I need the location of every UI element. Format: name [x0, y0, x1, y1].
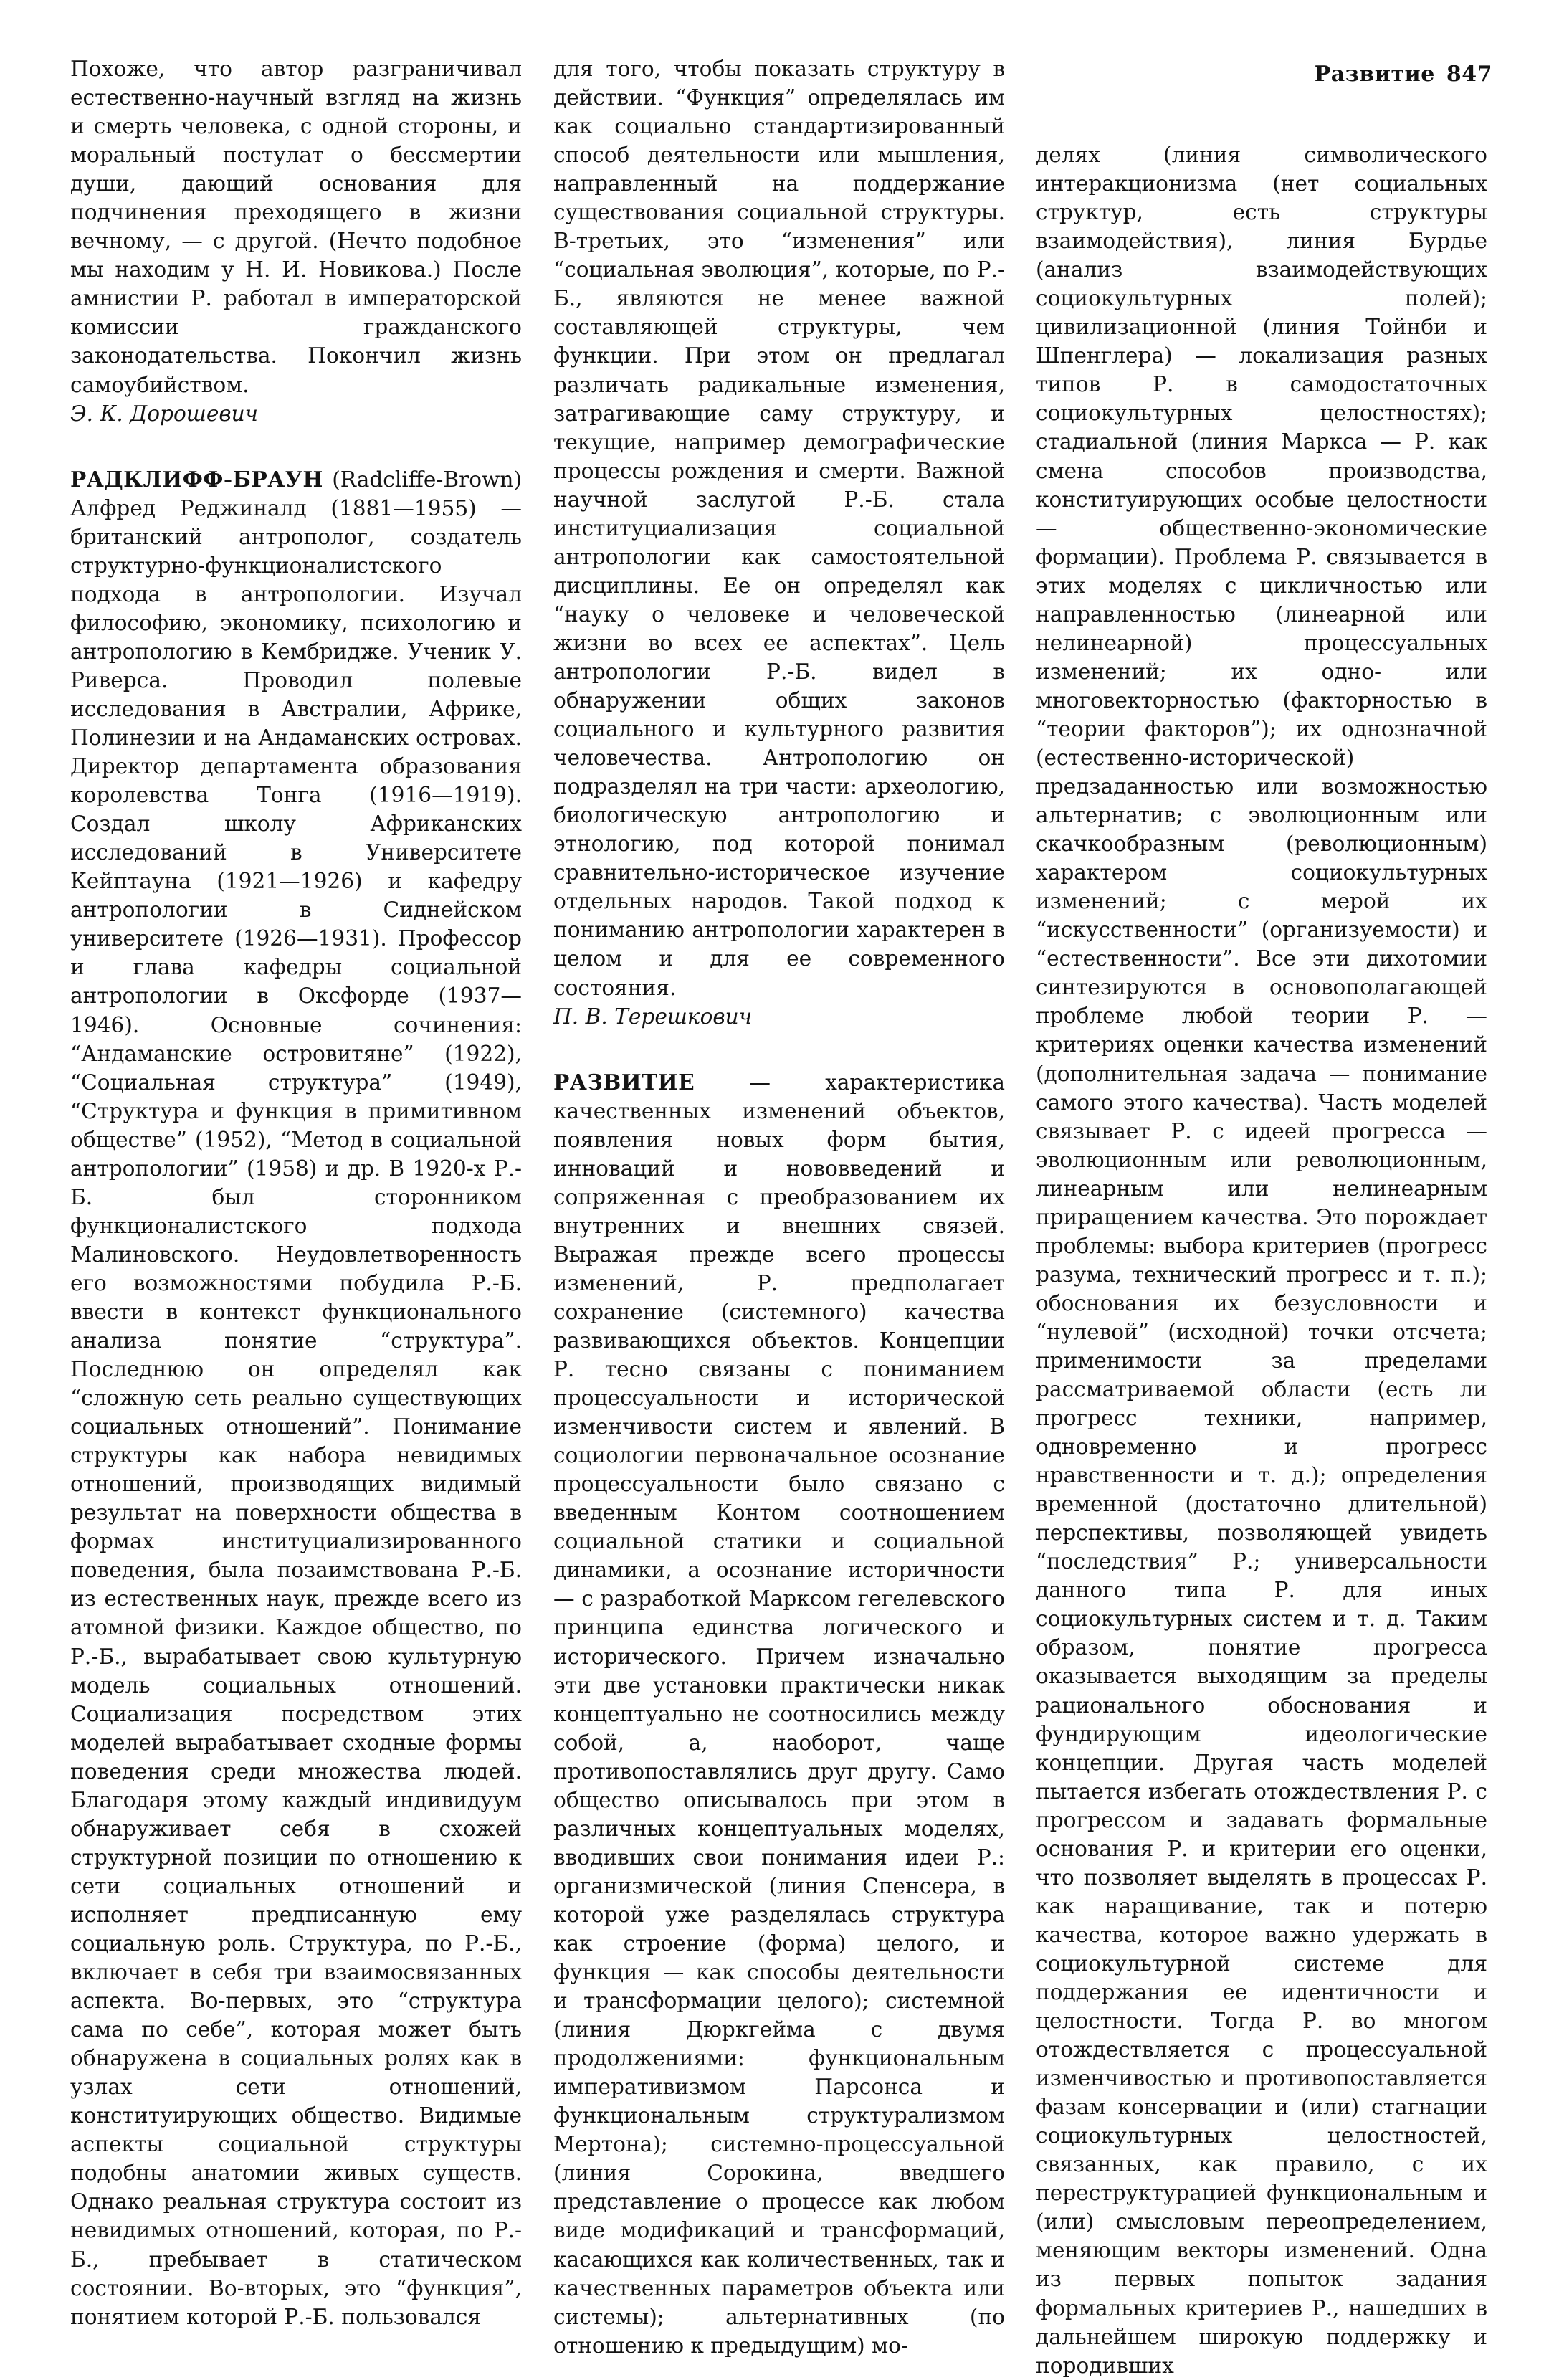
author-signature: Э. К. Дорошевич [70, 401, 259, 426]
entry-headword: РАЗВИТИЕ [553, 1069, 695, 1095]
author-signature: П. В. Терешкович [553, 1004, 753, 1029]
column-1 [70, 54, 522, 2331]
column-3 [1036, 141, 1487, 2380]
radishchev-entry-tail: Похоже, что автор разграничивал естественно-научный взгляд на жизнь и смерть человека, с одной стороны, и моральный постулат о бессмертии души, дающий основания для подчинения преходящего в жизни вечному, — с другой. (Нечто подобное мы находим у Н. И. Новикова.) После амнистии Р. работал в императорской комиссии гражданского законодательства. Покончил жизнь самоубийством. [70, 57, 522, 397]
header-title: Развитие [1314, 62, 1435, 87]
entry-headword: РАДКЛИФФ-БРАУН [70, 466, 323, 492]
razvitie-entry [553, 1068, 1005, 2360]
page-number: 847 [1446, 62, 1492, 87]
entry-body: (Radcliffe-Brown) Алфред Реджиналд (1881—1955) — британский антрополог, создатель структурно-функционалистского подхода в антропологии. Изучал философию, экономику, психологию и антропологию в Кембридже. Ученик У. Риверса. Проводил полевые исследования в Австралии, Африке, Полинезии и на Андаманских островах. Директор департамента образования королевства Тонга (1916—1919). Создал школу Африканских исследований в Университете Кейптауна (1921—1926) и кафедру антропологии в Сиднейском университете (1926—1931). Профессор и глава кафедры социальной антропологии в Оксфорде (1937—1946). Основные сочинения: “Андаманские островитяне” (1922), “Социальная структура” (1949), “Структура и функция в примитивном обществе” (1952), “Метод в социальной антропологии” (1958) и др. В 1920-х Р.-Б. был сторонником функционалистского подхода Малиновского. Неудовлетворенность его возможностями побудила Р.-Б. ввести в контекст функционального анализа понятие “структура”. Последнюю он определял как “сложную сеть реально существующих социальных отношений”. Понимание структуры как набора невидимых отношений, производящих видимый результат на поверхности общества в формах институциализированного поведения, была позаимствована Р.-Б. из естественных наук, прежде всего из атомной физики. Каждое общество, по Р.-Б., вырабатывает свою культурную модель социальных отношений. Социализация посредством этих моделей вырабатывает сходные формы поведения среди множества людей. Благодаря этому каждый индивидуум обнаруживает себя в схожей структурной позиции по отношению к сети социальных отношений и исполняет предписанную ему социальную роль. Структура, по Р.-Б., включает в себя три взаимосвязанных аспекта. Во-первых, это “структура сама по себе”, которая может быть обнаружена в социальных ролях как в узлах сети отношений, конституирующих общество. Видимые аспекты социальной структуры подобны анатомии живых существ. Однако реальная структура состоит из невидимых отношений, которая, по Р.-Б., пребывает в статическом состоянии. Во-вторых, это “функция”, понятием которой Р.-Б. пользовался [70, 467, 522, 2329]
entry-body: — характеристика качественных изменений объектов, появления новых форм бытия, инноваций и нововведений и сопряженная с преобразованием их внутренних и внешних связей. Выражая прежде всего процессы изменений, Р. предполагает сохранение (системного) качества развивающихся объектов. Концепции Р. тесно связаны с пониманием процессуальности и исторической изменчивости систем и явлений. В социологии первоначальное осознание процессуальности было связано с введенным Контом соотношением социальной статики и социальной динамики, а осознание историчности — с разработкой Марксом гегелевского принципа единства логического и исторического. Причем изначально эти две установки практически никак концептуально не соотносились между собой, а, наоборот, чаще противопоставлялись друг другу. Само общество описывалось при этом в различных концептуальных моделях, вводивших свои понимания идеи Р.: организмической (линия Спенсера, в которой уже разделялась структура как строение (форма) целого, и функция — как способы деятельности и трансформации целого); системной (линия Дюркгейма с двумя продолжениями: функциональным императивизмом Парсонса и функциональным структурализмом Мертона); системно-процессуальной (линия Сорокина, введшего представление о процессе как любом виде модификаций и трансформаций, касающихся как количественных, так и качественных параметров объекта или системы); альтернативных (по отношению к предыдущим) мо- [553, 1070, 1005, 2358]
radcliffe-brown-entry-continued: для того, чтобы показать структуру в действии. “Функция” определялась им как социально стандартизированный способ деятельности или мышления, направленный на поддержание существования социальной структуры. В-третьих, это “изменения” или “социальная эволюция”, которые, по Р.-Б., являются не менее важной составляющей структуры, чем функции. При этом он предлагал различать радикальные изменения, затрагивающие саму структуру, и текущие, например демографические процессы рождения и смерти. Важной научной заслугой Р.-Б. стала институциализация социальной антропологии как самостоятельной дисциплины. Ее он определял как “науку о человеке и человеческой жизни во всех ее аспектах”. Цель антропологии Р.-Б. видел в обнаружении общих законов социального и культурного развития человечества. Антропологию он подразделял на три части: археологию, биологическую антропологию и этнологию, под которой понимал сравнительно-историческое изучение отдельных народов. Такой подход к пониманию антропологии характерен в целом и для ее современного состояния. [553, 57, 1005, 1000]
razvitie-entry-continued: делях (линия символического интеракционизма (нет социальных структур, есть структуры взаимодействия), линия Бурдье (анализ взаимодействующих социокультурных полей); цивилизационной (линия Тойнби и Шпенглера) — локализация разных типов Р. в самодостаточных социокультурных целостностях); стадиальной (линия Маркса — Р. как смена способов производства, конституирующих особые целостности — общественно-экономические формации). Проблема Р. связывается в этих моделях с цикличностью или направленностью (линеарной или нелинеарной) процессуальных изменений; их одно- или многовекторностью (факторностью в “теории факторов”); их однозначной (естественно-исторической) предзаданностью или возможностью альтернатив; с эволюционным или скачкообразным (революционным) характером социокультурных изменений; с мерой их “искусственности” (организуемости) и “естественности”. Все эти дихотомии синтезируются в основополагающей проблеме любой теории Р. — критериях оценки качества изменений (дополнительная задача — понимание самого этого качества). Часть моделей связывает Р. с идеей прогресса — эволюционным или революционным, линеарным или нелинеарным приращением качества. Это порождает проблемы: выбора критериев (прогресс разума, технический прогресс и т. п.); обоснования их безусловности и “нулевой” (исходной) точки отсчета; применимости за пределами рассматриваемой области (есть ли прогресс техники, например, одновременно и прогресс нравственности и т. д.); определения временной (достаточно длительной) перспективы, позволяющей увидеть “последствия” Р.; универсальности данного типа Р. для иных социокультурных систем и т. д. Таким образом, понятие прогресса оказывается выходящим за пределы рационального обоснования и фундирующим идеологические концепции. Другая часть моделей пытается избегать отождествления Р. с прогрессом и задавать формальные основания Р. и критерии его оценки, что позволяет выделять в процессах Р. как наращивание, так и потерю качества, которое важно удержать в социокультурной системе для поддержания ее идентичности и целостности. Тогда Р. во многом отождествляется с процессуальной изменчивостью и противопоставляется фазам консервации и (или) стагнации социокультурных целостностей, связанных, как правило, с их переструктурацией функциональным и (или) смысловым переопределением, меняющим векторы изменений. Одна из первых попыток задания формальных критериев Р., нашедших в дальнейшем широкую поддержку и породивших [1036, 143, 1487, 2378]
running-header [1315, 62, 1492, 87]
radcliffe-brown-entry [70, 465, 522, 2331]
column-2 [553, 54, 1005, 2360]
